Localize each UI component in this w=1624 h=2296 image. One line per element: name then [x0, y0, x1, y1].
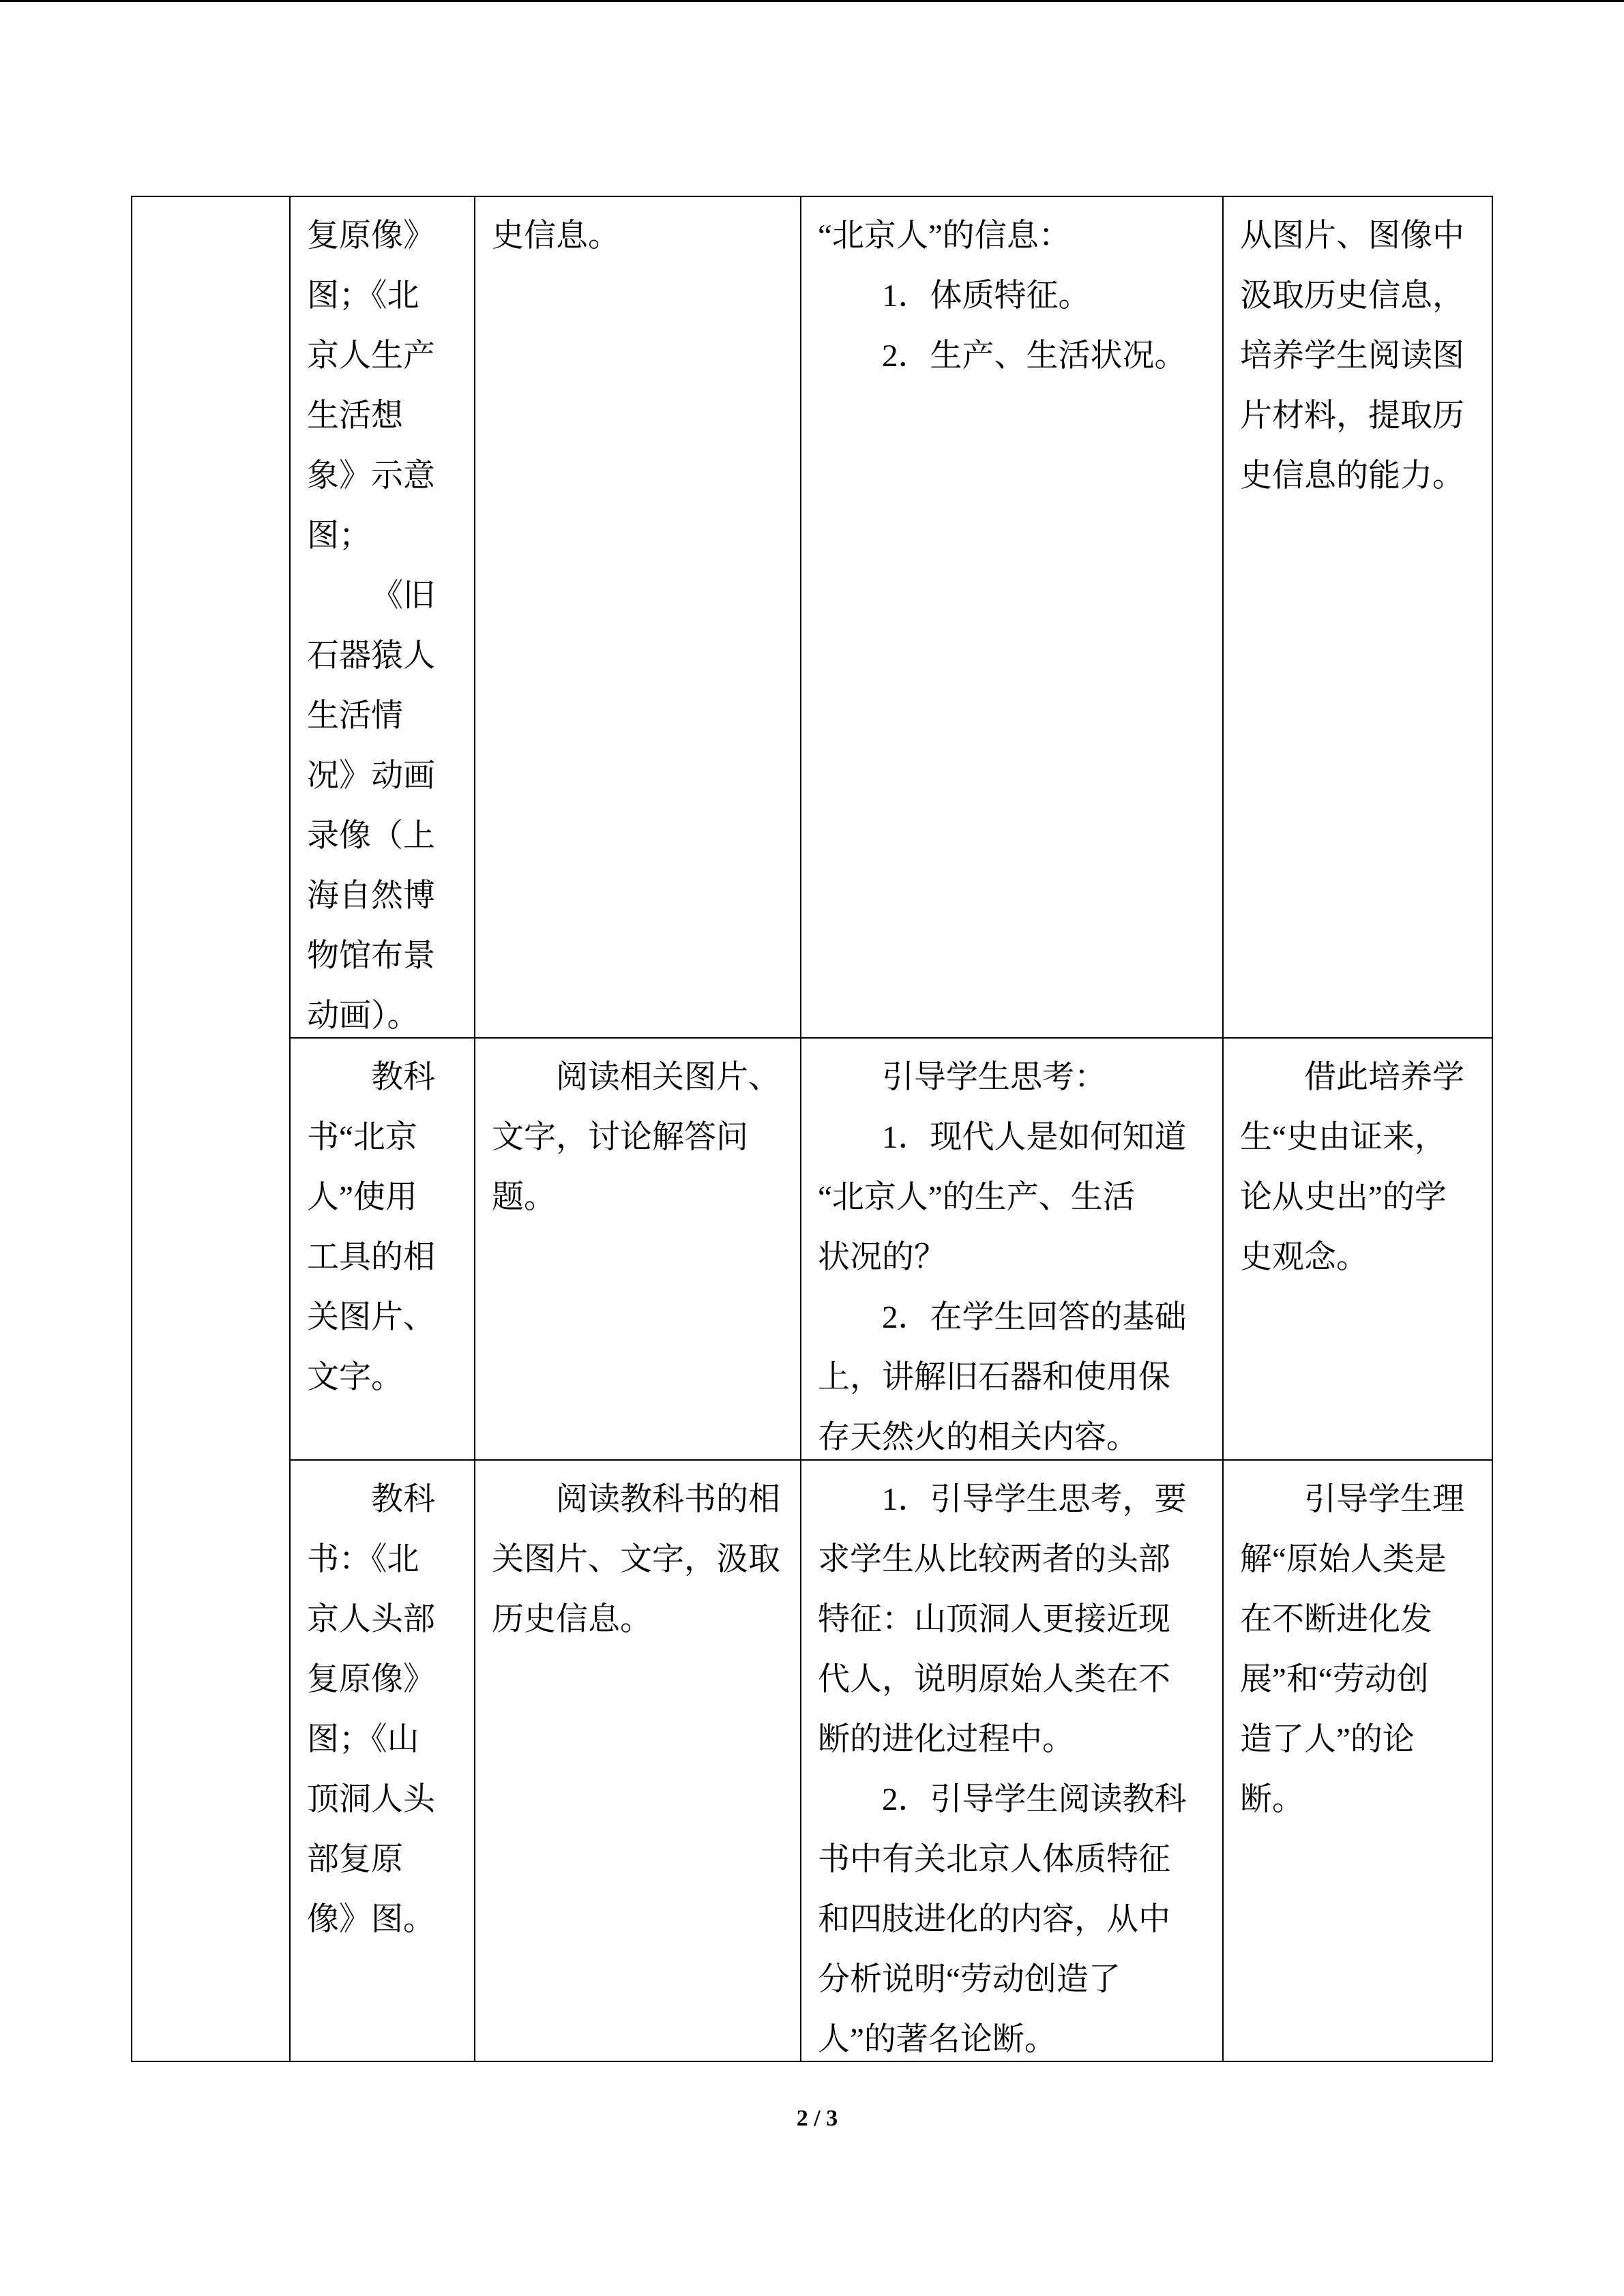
- text-line: 物馆布景: [307, 938, 435, 974]
- text-line: 阅读相关图片、: [556, 1060, 780, 1095]
- text-line: 史观念。: [1240, 1240, 1368, 1275]
- text-line: 书中有关北京人体质特征: [818, 1842, 1170, 1877]
- resources-cell: [289, 1459, 475, 2062]
- text-line: 生“史由证来，: [1240, 1120, 1447, 1155]
- text-line: 图；《山: [307, 1722, 419, 1757]
- text-line: 教科: [371, 1482, 435, 1517]
- stage-cell: [131, 196, 291, 2062]
- text-line: 史信息。: [492, 218, 620, 254]
- text-line: 人”使用: [307, 1180, 417, 1215]
- text-line: 1．体质特征。: [882, 278, 1091, 314]
- student-activity-cell: [474, 1459, 801, 2062]
- text-line: 状况的？: [818, 1240, 946, 1275]
- text-line: 京人头部: [307, 1602, 435, 1637]
- text-line: 复原像》: [307, 1662, 435, 1697]
- text-line: 图；《北: [307, 278, 419, 314]
- text-line: 文字，讨论解答问: [492, 1120, 748, 1155]
- text-line: 京人生产: [307, 338, 435, 374]
- design-intent-cell: [1222, 196, 1493, 1039]
- page-top-edge: [0, 0, 1624, 2]
- text-line: 存天然火的相关内容。: [818, 1420, 1138, 1455]
- text-line: 断。: [1240, 1782, 1304, 1817]
- text-line: 图；: [307, 518, 371, 554]
- text-line: 断的进化过程中。: [818, 1722, 1074, 1757]
- text-line: 上，讲解旧石器和使用保: [818, 1360, 1170, 1395]
- text-line: 人”的著名论断。: [818, 2022, 1057, 2057]
- teacher-activity-cell: [800, 1459, 1224, 2062]
- text-line: 书“北京: [307, 1120, 417, 1155]
- text-line: 史信息的能力。: [1240, 458, 1464, 494]
- text-line: 生活情: [307, 698, 403, 734]
- text-line: 2．生产、生活状况。: [882, 338, 1187, 374]
- page-number: 2 / 3: [796, 2106, 838, 2131]
- text-line: 造了人”的论: [1240, 1722, 1415, 1757]
- text-line: 况》动画: [307, 758, 435, 794]
- text-line: 培养学生阅读图: [1240, 338, 1464, 374]
- text-line: 分析说明“劳动创造了: [818, 1962, 1121, 1997]
- text-line: 海自然博: [307, 878, 435, 914]
- text-line: 题。: [492, 1180, 556, 1215]
- student-activity-cell: [474, 1037, 801, 1461]
- design-intent-cell: [1222, 1459, 1493, 2062]
- text-line: 求学生从比较两者的头部: [818, 1542, 1170, 1577]
- text-line: 书：《北: [307, 1542, 419, 1577]
- text-line: 复原像》: [307, 218, 435, 254]
- teacher-activity-cell: [800, 196, 1224, 1039]
- text-line: 借此培养学: [1304, 1060, 1464, 1095]
- text-line: 展”和“劳动创: [1240, 1662, 1429, 1697]
- text-line: 文字。: [307, 1360, 403, 1395]
- text-line: 历史信息。: [492, 1602, 652, 1637]
- resources-cell: [289, 1037, 475, 1461]
- student-activity-cell: [474, 196, 801, 1039]
- text-line: 2．在学生回答的基础: [882, 1300, 1187, 1335]
- text-line: 石器猿人: [307, 638, 435, 674]
- text-line: 引导学生思考：: [882, 1060, 1106, 1095]
- text-line: “北京人”的生产、生活: [818, 1180, 1135, 1215]
- text-line: 《旧: [371, 578, 435, 614]
- text-line: “北京人”的信息：: [818, 218, 1071, 254]
- text-line: 代人，说明原始人类在不: [818, 1662, 1170, 1697]
- text-line: 顶洞人头: [307, 1782, 435, 1817]
- text-line: 引导学生理: [1304, 1482, 1464, 1517]
- design-intent-cell: [1222, 1037, 1493, 1461]
- text-line: 从图片、图像中: [1240, 218, 1464, 254]
- text-line: 1．引导学生思考，要: [882, 1482, 1187, 1517]
- text-line: 阅读教科书的相: [556, 1482, 780, 1517]
- text-line: 汲取历史信息，: [1240, 278, 1464, 314]
- text-line: 录像（上: [307, 818, 435, 854]
- text-line: 关图片、: [307, 1300, 435, 1335]
- text-line: 解“原始人类是: [1240, 1542, 1447, 1577]
- text-line: 象》示意: [307, 458, 435, 494]
- teacher-activity-cell: [800, 1037, 1224, 1461]
- text-line: 工具的相: [307, 1240, 435, 1275]
- text-line: 动画）。: [307, 998, 419, 1034]
- text-line: 2．引导学生阅读教科: [882, 1782, 1187, 1817]
- text-line: 部复原: [307, 1842, 403, 1877]
- text-line: 像》图。: [307, 1902, 435, 1937]
- text-line: 片材料，提取历: [1240, 398, 1464, 434]
- text-line: 1．现代人是如何知道: [882, 1120, 1187, 1155]
- text-line: 论从史出”的学: [1240, 1180, 1447, 1215]
- resources-cell: [289, 196, 475, 1039]
- text-line: 关图片、文字，汲取: [492, 1542, 780, 1577]
- text-line: 生活想: [307, 398, 403, 434]
- text-line: 在不断进化发: [1240, 1602, 1432, 1637]
- text-line: 教科: [371, 1060, 435, 1095]
- text-line: 和四肢进化的内容，从中: [818, 1902, 1170, 1937]
- text-line: 特征：山顶洞人更接近现: [818, 1602, 1170, 1637]
